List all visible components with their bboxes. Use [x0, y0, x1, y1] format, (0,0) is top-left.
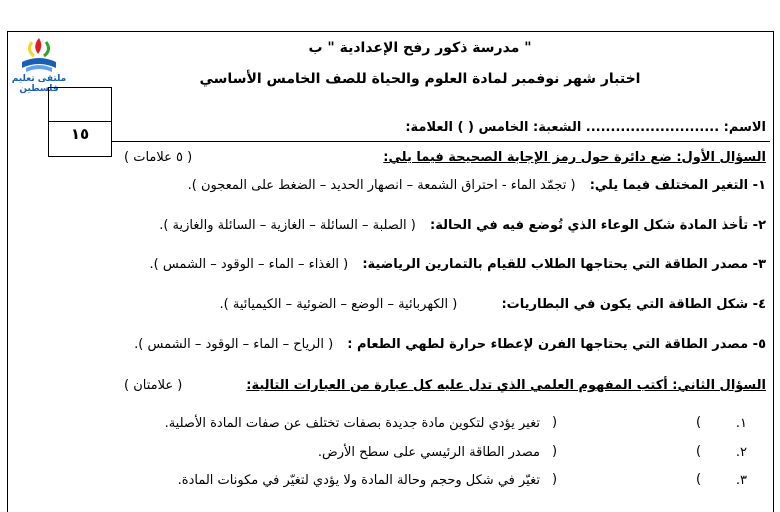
q2-item-1-close-paren: ): [552, 415, 558, 430]
q2-heading: السؤال الثاني: أكتب المفهوم العلمي الذي تدل عليه كل عبارة من العبارات التالية:: [246, 378, 766, 393]
q1-heading: السؤال الأول: ضع دائرة حول رمز الإجابة الصحيحة فيما يلي:: [383, 150, 766, 165]
q1-item-5-options: ( الرياح – الماء – الوقود – الشمس ).: [134, 337, 334, 352]
q1-item-2-text: ٢- تأخذ المادة شكل الوعاء الذي تُوضع فيه في الحالة:: [430, 218, 766, 233]
q2-item-3-text: تغيّر في شكل وحجم وحالة المادة ولا يؤدي لتغيّر في مكونات المادة.: [177, 473, 540, 488]
q2-item-2-open-paren: (: [696, 444, 702, 459]
q2-item-2-close-paren: ): [552, 444, 558, 459]
header-rule: [112, 141, 770, 142]
exam-title: اختبار شهر نوفمبر لمادة العلوم والحياة للصف الخامس الأساسي: [199, 71, 641, 87]
q1-item-5: [10, 337, 766, 352]
school-name: مدرسة ذكور رفح الإعدادية " ب ": [308, 40, 532, 56]
q2-item-1-text: تغير يؤدي لتكوين مادة جديدة بصفات تختلف عن صفات المادة الأصلية.: [164, 416, 540, 431]
q1-item-1-options: ( تجمّد الماء - احتراق الشمعة – انصهار الحديد – الضغط على المعجون ).: [187, 178, 576, 193]
grade-box-divider: [49, 121, 111, 122]
q1-item-1: [10, 178, 766, 193]
q2-item-1-open-paren: (: [696, 415, 702, 430]
q1-item-5-text: ٥- مصدر الطاقة التي يحتاجها الفرن لإعطاء حرارة لطهي الطعام :: [347, 337, 766, 352]
q2-marks: ( علامتان ): [124, 378, 183, 393]
q1-item-3: [10, 257, 766, 272]
q1-item-1-text: ١- التغير المختلف فيما يلي:: [589, 178, 766, 193]
q1-item-3-text: ٣- مصدر الطاقة التي يحتاجها الطلاب للقيام بالتمارين الرياضية:: [362, 257, 766, 272]
q1-marks: ( ٥ علامات ): [124, 150, 193, 165]
q2-item-2-number: .٢: [735, 445, 747, 460]
q2-item-1-number: .١: [735, 416, 747, 431]
q1-item-4: [10, 297, 766, 312]
q1-item-2-options: ( الصلبة – السائلة – الغازية – السائلة والغازية ).: [159, 218, 416, 233]
q1-item-3-options: ( الغذاء – الماء – الوقود – الشمس ).: [149, 257, 349, 272]
total-score: ١٥: [70, 125, 90, 143]
q2-item-3-number: .٣: [735, 473, 747, 488]
q2-item-3-open-paren: (: [696, 472, 702, 487]
q1-item-4-text: ٤- شكل الطاقة التي يكون في البطاريات:: [501, 297, 766, 312]
q1-item-4-options: ( الكهربائية – الوضع – الضوئية – الكيميائية ).: [219, 297, 458, 312]
q2-item-2-text: مصدر الطاقة الرئيسي على سطح الأرض.: [317, 445, 540, 460]
student-info-line: الاسم: ........................... الشعبة: الخامس ( ) العلامة:: [405, 120, 766, 135]
grade-box: [48, 87, 112, 157]
q1-item-2: [10, 218, 766, 233]
q2-item-3-close-paren: ): [552, 472, 558, 487]
logo-caption: ملتقى تعليم فلسطين: [11, 74, 67, 94]
